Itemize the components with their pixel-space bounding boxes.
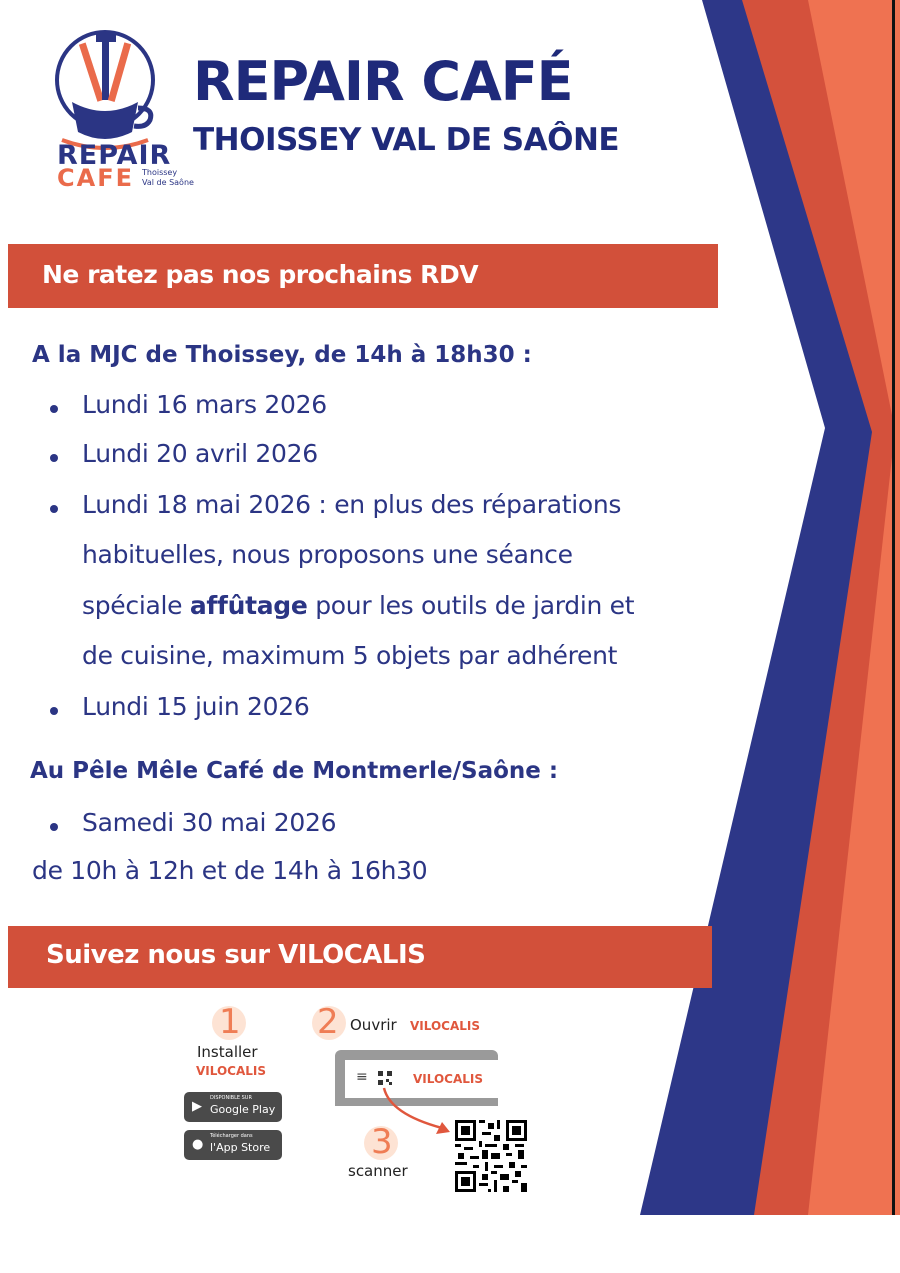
text-speciale: spéciale — [82, 591, 190, 620]
google-play-text: Google Play — [210, 1103, 276, 1116]
step2-number: 2 — [317, 1002, 339, 1042]
page-subtitle: THOISSEY VAL DE SAÔNE — [193, 122, 620, 158]
rdv-banner — [8, 244, 718, 308]
step1-app-name: VILOCALIS — [196, 1064, 267, 1078]
app-store-text: l'App Store — [210, 1141, 271, 1154]
apple-icon: ● — [192, 1137, 204, 1152]
mjc-heading: A la MJC de Thoissey, de 14h à 18h30 : — [32, 342, 532, 368]
rdv-banner-text: Ne ratez pas nos prochains RDV — [42, 260, 479, 289]
step3-label: scanner — [348, 1162, 408, 1180]
text-outils: pour les outils de jardin et — [307, 591, 635, 620]
logo-subtext-region: Val de Saône — [142, 178, 194, 187]
google-play-top-text: DISPONIBLE SUR — [210, 1095, 252, 1101]
bullet-dot — [50, 405, 58, 413]
page-edge-line — [892, 0, 895, 1215]
vilocalis-banner — [8, 926, 712, 988]
bullet-dot — [50, 505, 58, 513]
logo-subtext-town: Thoissey — [142, 168, 178, 177]
page-title: REPAIR CAFÉ — [193, 50, 573, 113]
pele-date-item: Samedi 30 mai 2026 — [82, 808, 337, 837]
step1-number: 1 — [219, 1002, 241, 1042]
pele-heading: Au Pêle Mêle Café de Montmerle/Saône : — [30, 758, 559, 784]
bullet-dot — [50, 707, 58, 715]
text-affutage-bold: affûtage — [189, 591, 308, 620]
step2-label: Ouvrir — [350, 1016, 397, 1034]
bullet-dot — [50, 823, 58, 831]
qr-code-icon — [455, 1120, 527, 1192]
logo-repair-text: REPAIR — [57, 140, 172, 171]
date-item-3-line1: Lundi 18 mai 2026 : en plus des réparations — [82, 490, 622, 519]
step1-label: Installer — [197, 1043, 258, 1061]
date-item-1: Lundi 16 mars 2026 — [82, 390, 327, 419]
app-store-button[interactable] — [184, 1130, 282, 1160]
app-store-top-text: Télécharger dans — [210, 1133, 253, 1139]
date-item-2: Lundi 20 avril 2026 — [82, 439, 318, 468]
google-play-button[interactable] — [184, 1092, 282, 1122]
date-item-3-line4: de cuisine, maximum 5 objets par adhérent — [82, 641, 618, 670]
date-item-3-line3 — [82, 591, 634, 620]
qr-scan-icon — [378, 1071, 392, 1085]
logo-cafe-text: CAFE — [57, 164, 134, 192]
step2-app-name: VILOCALIS — [410, 1019, 481, 1033]
pele-hours: de 10h à 12h et de 14h à 16h30 — [32, 856, 428, 885]
vilocalis-banner-text: Suivez nous sur VILOCALIS — [46, 940, 426, 970]
date-item-3-line2: habituelles, nous proposons une séance — [82, 540, 573, 569]
step3-number: 3 — [371, 1122, 393, 1162]
google-play-icon: ▶ — [192, 1099, 202, 1114]
menu-icon: ≡ — [356, 1069, 368, 1085]
date-item-4: Lundi 15 juin 2026 — [82, 692, 310, 721]
phone-app-name: VILOCALIS — [413, 1072, 484, 1086]
bullet-dot — [50, 454, 58, 462]
